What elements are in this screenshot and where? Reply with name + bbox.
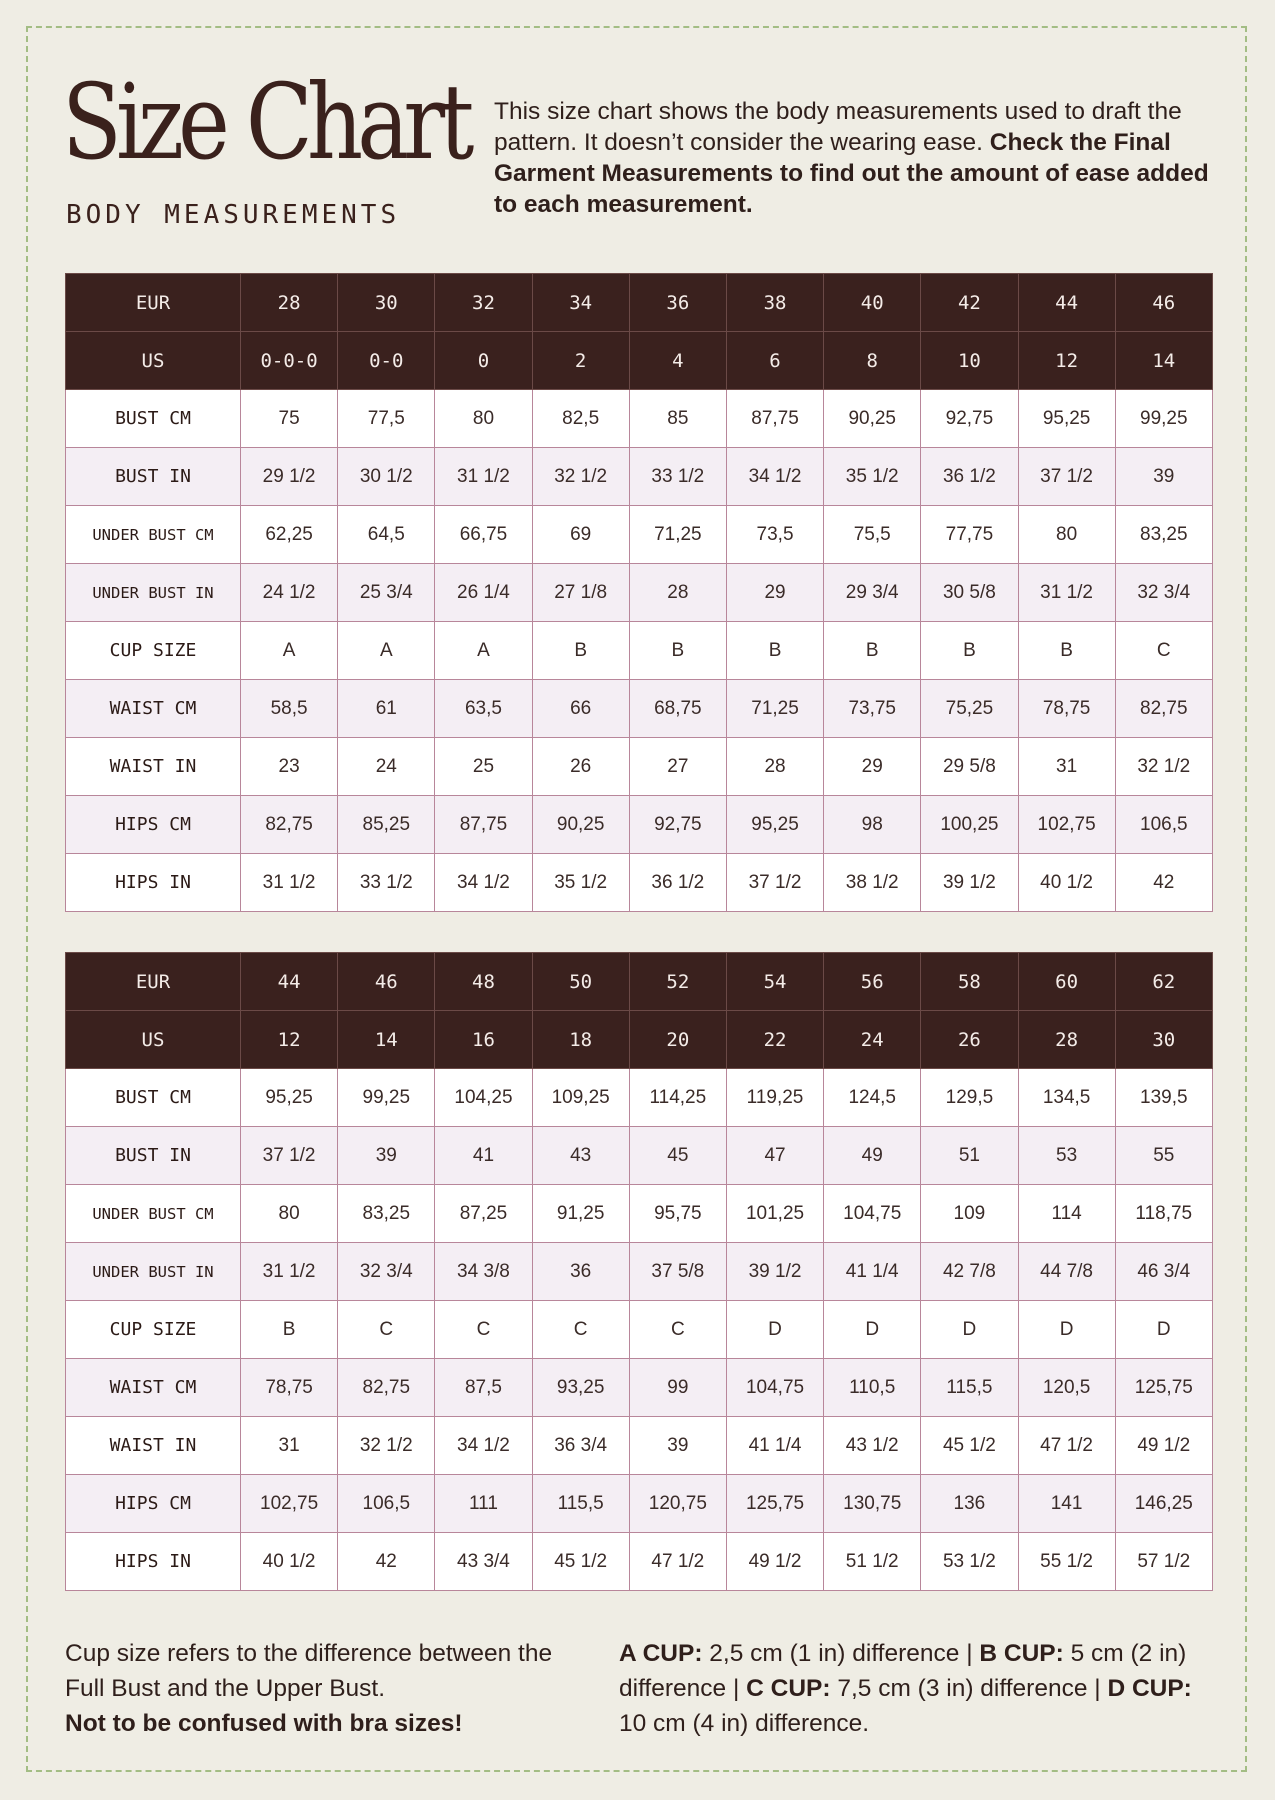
table-row — [66, 622, 1213, 680]
table-cell: 118,75 — [1115, 1185, 1212, 1243]
table-cell: 141 — [1018, 1475, 1115, 1533]
cup-c-text: 7,5 cm (3 in) difference | — [830, 1675, 1108, 1702]
table-cell: 36 — [629, 274, 726, 332]
table-cell: 31 1/2 — [1018, 564, 1115, 622]
table-cell: 25 — [435, 738, 532, 796]
table-cell: 4 — [629, 332, 726, 390]
table-cell: 44 — [1018, 274, 1115, 332]
table-cell: 34 — [532, 274, 629, 332]
table-cell: 28 — [726, 738, 823, 796]
table-cell: B — [726, 622, 823, 680]
table-row — [66, 1069, 1213, 1127]
row-label: WAIST IN — [66, 1417, 241, 1475]
table-cell: 115,5 — [921, 1359, 1018, 1417]
table-cell: 16 — [435, 1011, 532, 1069]
row-label: BUST CM — [66, 390, 241, 448]
table-cell: 47 1/2 — [1018, 1417, 1115, 1475]
table-row — [66, 1359, 1213, 1417]
table-cell: 31 1/2 — [241, 1243, 338, 1301]
table-cell: 75 — [241, 390, 338, 448]
table-cell: B — [824, 622, 921, 680]
table-cell: 44 7/8 — [1018, 1243, 1115, 1301]
cup-size-note-text: Cup size refers to the difference between the Full Bust and the Upper Bust. — [65, 1640, 553, 1702]
table-cell: 87,25 — [435, 1185, 532, 1243]
table-cell: 71,25 — [629, 506, 726, 564]
table-cell: 93,25 — [532, 1359, 629, 1417]
table-cell: 2 — [532, 332, 629, 390]
table-cell: 41 — [435, 1127, 532, 1185]
table-cell: D — [1018, 1301, 1115, 1359]
table-cell: 29 — [726, 564, 823, 622]
table-row — [66, 953, 1213, 1011]
table-cell: D — [1115, 1301, 1212, 1359]
table-cell: 60 — [1018, 953, 1115, 1011]
table-row — [66, 1243, 1213, 1301]
table-cell: 36 3/4 — [532, 1417, 629, 1475]
table-cell: 55 — [1115, 1127, 1212, 1185]
table-cell: 30 — [1115, 1011, 1212, 1069]
table-cell: 35 1/2 — [532, 854, 629, 912]
table-cell: 66,75 — [435, 506, 532, 564]
row-label: EUR — [66, 953, 241, 1011]
table-cell: 27 1/8 — [532, 564, 629, 622]
table-cell: C — [1115, 622, 1212, 680]
row-label: US — [66, 332, 241, 390]
table-cell: 38 1/2 — [824, 854, 921, 912]
table-row — [66, 564, 1213, 622]
table-cell: B — [241, 1301, 338, 1359]
intro-text — [494, 96, 1224, 220]
table-row — [66, 390, 1213, 448]
table-cell: 35 1/2 — [824, 448, 921, 506]
table-cell: 43 — [532, 1127, 629, 1185]
cup-d-label: D CUP: — [1107, 1675, 1192, 1702]
page-subtitle: BODY MEASUREMENTS — [66, 200, 401, 230]
table-cell: 37 5/8 — [629, 1243, 726, 1301]
intro-bold: Check the Final Garment Measurements to find out the amount of ease added to each measurement. — [494, 129, 1209, 218]
table-cell: 40 1/2 — [1018, 854, 1115, 912]
table-cell: 90,25 — [824, 390, 921, 448]
table-row — [66, 1301, 1213, 1359]
row-label: WAIST CM — [66, 1359, 241, 1417]
table-cell: 47 1/2 — [629, 1533, 726, 1591]
table-cell: C — [338, 1301, 435, 1359]
table-cell: 95,75 — [629, 1185, 726, 1243]
table-cell: 18 — [532, 1011, 629, 1069]
table-cell: A — [435, 622, 532, 680]
row-label: CUP SIZE — [66, 622, 241, 680]
table-cell: 45 1/2 — [532, 1533, 629, 1591]
table-cell: 78,75 — [241, 1359, 338, 1417]
table-cell: 46 — [338, 953, 435, 1011]
page-title: Size Chart — [62, 61, 469, 183]
table-cell: B — [629, 622, 726, 680]
table-cell: 115,5 — [532, 1475, 629, 1533]
row-label: HIPS CM — [66, 1475, 241, 1533]
table-cell: 30 1/2 — [338, 448, 435, 506]
table-cell: C — [629, 1301, 726, 1359]
table-cell: 87,75 — [435, 796, 532, 854]
table-cell: 56 — [824, 953, 921, 1011]
row-label: BUST IN — [66, 1127, 241, 1185]
table-cell: 110,5 — [824, 1359, 921, 1417]
table-cell: 49 1/2 — [726, 1533, 823, 1591]
cup-size-warning: Not to be confused with bra sizes! — [65, 1710, 463, 1737]
table-cell: 85,25 — [338, 796, 435, 854]
row-label: WAIST IN — [66, 738, 241, 796]
table-cell: 73,5 — [726, 506, 823, 564]
table-cell: 32 3/4 — [1115, 564, 1212, 622]
row-label: UNDER BUST IN — [66, 564, 241, 622]
row-label: BUST CM — [66, 1069, 241, 1127]
table-cell: D — [921, 1301, 1018, 1359]
table-cell: 53 1/2 — [921, 1533, 1018, 1591]
table-cell: C — [532, 1301, 629, 1359]
table-cell: 80 — [435, 390, 532, 448]
row-label: EUR — [66, 274, 241, 332]
table-cell: 61 — [338, 680, 435, 738]
table-cell: 125,75 — [1115, 1359, 1212, 1417]
table-cell: 0-0-0 — [241, 332, 338, 390]
table-row — [66, 796, 1213, 854]
table-cell: 87,75 — [726, 390, 823, 448]
table-cell: 120,75 — [629, 1475, 726, 1533]
table-cell: 58,5 — [241, 680, 338, 738]
table-cell: A — [241, 622, 338, 680]
table-cell: 109 — [921, 1185, 1018, 1243]
table-cell: 95,25 — [1018, 390, 1115, 448]
table-cell: 45 1/2 — [921, 1417, 1018, 1475]
table-cell: 136 — [921, 1475, 1018, 1533]
size-table-large — [65, 952, 1213, 1591]
table-cell: 104,75 — [824, 1185, 921, 1243]
table-cell: 31 — [1018, 738, 1115, 796]
table-cell: 104,75 — [726, 1359, 823, 1417]
table-cell: B — [921, 622, 1018, 680]
row-label: US — [66, 1011, 241, 1069]
table-cell: 71,25 — [726, 680, 823, 738]
table-cell: 63,5 — [435, 680, 532, 738]
table-cell: 24 — [338, 738, 435, 796]
table-cell: 83,25 — [1115, 506, 1212, 564]
table-cell: 24 1/2 — [241, 564, 338, 622]
table-cell: 32 1/2 — [1115, 738, 1212, 796]
table-cell: 49 — [824, 1127, 921, 1185]
table-cell: 8 — [824, 332, 921, 390]
table-cell: 99,25 — [1115, 390, 1212, 448]
table-cell: 51 — [921, 1127, 1018, 1185]
cup-d-text: 10 cm (4 in) difference. — [619, 1710, 870, 1737]
table-cell: 46 3/4 — [1115, 1243, 1212, 1301]
table-cell: 98 — [824, 796, 921, 854]
table-cell: 54 — [726, 953, 823, 1011]
table-cell: 139,5 — [1115, 1069, 1212, 1127]
table-cell: 28 — [1018, 1011, 1115, 1069]
table-cell: 34 3/8 — [435, 1243, 532, 1301]
table-cell: 20 — [629, 1011, 726, 1069]
table-cell: 102,75 — [1018, 796, 1115, 854]
table-cell: 42 — [1115, 854, 1212, 912]
table-cell: 30 5/8 — [921, 564, 1018, 622]
row-label: WAIST CM — [66, 680, 241, 738]
table-cell: 99 — [629, 1359, 726, 1417]
table-cell: 64,5 — [338, 506, 435, 564]
table-cell: 99,25 — [338, 1069, 435, 1127]
table-cell: 39 1/2 — [726, 1243, 823, 1301]
table-cell: 34 1/2 — [435, 854, 532, 912]
table-cell: 33 1/2 — [629, 448, 726, 506]
table-cell: 42 — [338, 1533, 435, 1591]
table-cell: 62 — [1115, 953, 1212, 1011]
table-cell: 10 — [921, 332, 1018, 390]
row-label: HIPS IN — [66, 1533, 241, 1591]
intro-regular: This size chart shows the body measurements used to draft the pattern. It doesn’t consider the wearing ease. — [494, 98, 1182, 156]
table-cell: 53 — [1018, 1127, 1115, 1185]
table-cell: 51 1/2 — [824, 1533, 921, 1591]
table-cell: 29 5/8 — [921, 738, 1018, 796]
table-cell: 30 — [338, 274, 435, 332]
table-cell: 42 7/8 — [921, 1243, 1018, 1301]
table-cell: 43 1/2 — [824, 1417, 921, 1475]
table-cell: 12 — [1018, 332, 1115, 390]
row-label: UNDER BUST CM — [66, 1185, 241, 1243]
table-cell: 125,75 — [726, 1475, 823, 1533]
table-cell: 114,25 — [629, 1069, 726, 1127]
table-cell: 106,5 — [338, 1475, 435, 1533]
table-cell: 52 — [629, 953, 726, 1011]
table-row — [66, 332, 1213, 390]
table-cell: 32 — [435, 274, 532, 332]
table-row — [66, 1475, 1213, 1533]
table-cell: 134,5 — [1018, 1069, 1115, 1127]
table-cell: 82,75 — [241, 796, 338, 854]
table-row — [66, 1417, 1213, 1475]
table-row — [66, 854, 1213, 912]
table-cell: 92,75 — [629, 796, 726, 854]
table-cell: 27 — [629, 738, 726, 796]
table-row — [66, 1011, 1213, 1069]
table-cell: D — [726, 1301, 823, 1359]
table-row — [66, 738, 1213, 796]
table-cell: 111 — [435, 1475, 532, 1533]
row-label: BUST IN — [66, 448, 241, 506]
table-cell: 39 — [338, 1127, 435, 1185]
table-cell: 90,25 — [532, 796, 629, 854]
table-cell: 46 — [1115, 274, 1212, 332]
table-cell: 68,75 — [629, 680, 726, 738]
table-cell: 66 — [532, 680, 629, 738]
table-cell: 41 1/4 — [726, 1417, 823, 1475]
table-cell: 34 1/2 — [726, 448, 823, 506]
table-cell: 80 — [241, 1185, 338, 1243]
table-cell: 40 — [824, 274, 921, 332]
table-cell: B — [1018, 622, 1115, 680]
table-cell: 40 1/2 — [241, 1533, 338, 1591]
row-label: UNDER BUST CM — [66, 506, 241, 564]
table-cell: 23 — [241, 738, 338, 796]
table-cell: 120,5 — [1018, 1359, 1115, 1417]
table-cell: 124,5 — [824, 1069, 921, 1127]
table-cell: 0 — [435, 332, 532, 390]
size-table-small — [65, 273, 1213, 912]
table-row — [66, 1127, 1213, 1185]
table-cell: 58 — [921, 953, 1018, 1011]
table-cell: 102,75 — [241, 1475, 338, 1533]
cup-a-label: A CUP: — [619, 1640, 703, 1667]
table-cell: 87,5 — [435, 1359, 532, 1417]
table-cell: 31 1/2 — [241, 854, 338, 912]
table-cell: 37 1/2 — [726, 854, 823, 912]
table-cell: 100,25 — [921, 796, 1018, 854]
row-label: CUP SIZE — [66, 1301, 241, 1359]
table-cell: D — [824, 1301, 921, 1359]
table-cell: 12 — [241, 1011, 338, 1069]
table-cell: 85 — [629, 390, 726, 448]
table-row — [66, 680, 1213, 738]
table-cell: 41 1/4 — [824, 1243, 921, 1301]
table-cell: 39 1/2 — [921, 854, 1018, 912]
table-cell: 34 1/2 — [435, 1417, 532, 1475]
table-cell: 48 — [435, 953, 532, 1011]
row-label: UNDER BUST IN — [66, 1243, 241, 1301]
table-cell: 31 1/2 — [435, 448, 532, 506]
table-cell: 101,25 — [726, 1185, 823, 1243]
cup-a-text: 2,5 cm (1 in) difference | — [702, 1640, 980, 1667]
table-cell: 47 — [726, 1127, 823, 1185]
table-cell: 25 3/4 — [338, 564, 435, 622]
cup-b-label: B CUP: — [979, 1640, 1064, 1667]
table-cell: 95,25 — [241, 1069, 338, 1127]
table-cell: 49 1/2 — [1115, 1417, 1212, 1475]
table-cell: 146,25 — [1115, 1475, 1212, 1533]
table-cell: 83,25 — [338, 1185, 435, 1243]
table-cell: 28 — [629, 564, 726, 622]
table-cell: 36 1/2 — [629, 854, 726, 912]
table-cell: 32 1/2 — [338, 1417, 435, 1475]
table-cell: 31 — [241, 1417, 338, 1475]
table-cell: 78,75 — [1018, 680, 1115, 738]
table-cell: 77,5 — [338, 390, 435, 448]
table-cell: C — [435, 1301, 532, 1359]
table-cell: 114 — [1018, 1185, 1115, 1243]
table-cell: 106,5 — [1115, 796, 1212, 854]
table-cell: 80 — [1018, 506, 1115, 564]
table-cell: 29 1/2 — [241, 448, 338, 506]
table-cell: 38 — [726, 274, 823, 332]
table-cell: 73,75 — [824, 680, 921, 738]
table-cell: 42 — [921, 274, 1018, 332]
cup-c-label: C CUP: — [746, 1675, 831, 1702]
table-cell: 77,75 — [921, 506, 1018, 564]
table-cell: 32 3/4 — [338, 1243, 435, 1301]
table-cell: 92,75 — [921, 390, 1018, 448]
table-cell: 0-0 — [338, 332, 435, 390]
cup-b-text: 5 cm (2 in) difference | — [619, 1640, 1187, 1702]
table-cell: 32 1/2 — [532, 448, 629, 506]
table-cell: 36 1/2 — [921, 448, 1018, 506]
table-row — [66, 274, 1213, 332]
table-cell: 57 1/2 — [1115, 1533, 1212, 1591]
table-cell: 37 1/2 — [1018, 448, 1115, 506]
table-cell: 24 — [824, 1011, 921, 1069]
table-cell: 26 — [532, 738, 629, 796]
table-cell: 26 — [921, 1011, 1018, 1069]
table-cell: 75,5 — [824, 506, 921, 564]
table-cell: 69 — [532, 506, 629, 564]
table-cell: 82,75 — [338, 1359, 435, 1417]
table-cell: 29 3/4 — [824, 564, 921, 622]
table-row — [66, 1185, 1213, 1243]
table-row — [66, 1533, 1213, 1591]
table-cell: 39 — [1115, 448, 1212, 506]
table-cell: 95,25 — [726, 796, 823, 854]
table-cell: 44 — [241, 953, 338, 1011]
table-cell: 82,75 — [1115, 680, 1212, 738]
cup-definitions — [619, 1636, 1219, 1741]
table-cell: 29 — [824, 738, 921, 796]
table-cell: 130,75 — [824, 1475, 921, 1533]
table-cell: 28 — [241, 274, 338, 332]
table-row — [66, 448, 1213, 506]
row-label: HIPS IN — [66, 854, 241, 912]
table-cell: A — [338, 622, 435, 680]
table-cell: 91,25 — [532, 1185, 629, 1243]
table-cell: 129,5 — [921, 1069, 1018, 1127]
table-cell: 6 — [726, 332, 823, 390]
table-cell: 14 — [1115, 332, 1212, 390]
table-cell: 37 1/2 — [241, 1127, 338, 1185]
table-cell: 50 — [532, 953, 629, 1011]
table-cell: B — [532, 622, 629, 680]
table-cell: 22 — [726, 1011, 823, 1069]
table-cell: 45 — [629, 1127, 726, 1185]
table-cell: 109,25 — [532, 1069, 629, 1127]
table-cell: 82,5 — [532, 390, 629, 448]
table-cell: 33 1/2 — [338, 854, 435, 912]
table-cell: 26 1/4 — [435, 564, 532, 622]
table-cell: 55 1/2 — [1018, 1533, 1115, 1591]
table-cell: 36 — [532, 1243, 629, 1301]
table-cell: 75,25 — [921, 680, 1018, 738]
table-row — [66, 506, 1213, 564]
table-cell: 43 3/4 — [435, 1533, 532, 1591]
table-cell: 104,25 — [435, 1069, 532, 1127]
table-cell: 39 — [629, 1417, 726, 1475]
table-cell: 119,25 — [726, 1069, 823, 1127]
row-label: HIPS CM — [66, 796, 241, 854]
table-cell: 14 — [338, 1011, 435, 1069]
cup-size-note — [65, 1636, 585, 1741]
table-cell: 62,25 — [241, 506, 338, 564]
